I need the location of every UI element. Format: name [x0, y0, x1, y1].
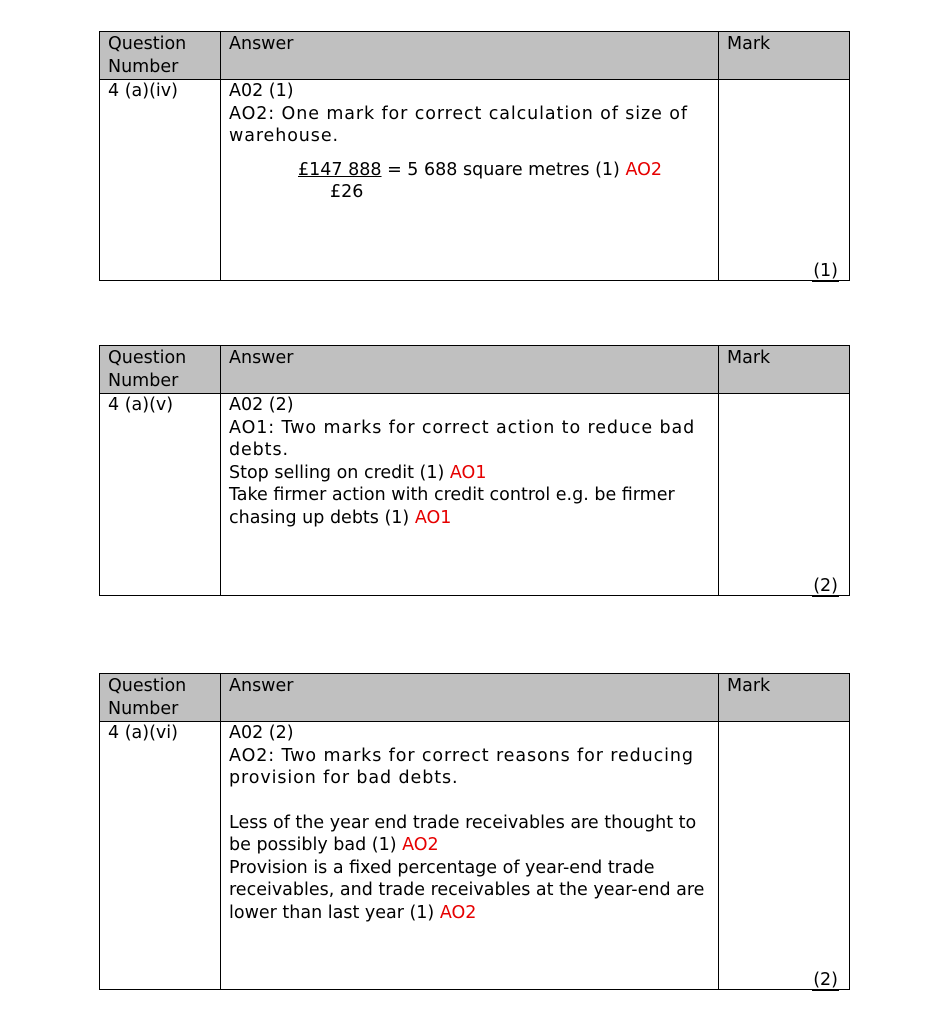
- table-row: [100, 722, 850, 990]
- question-number-header: Question Number: [100, 346, 221, 394]
- mark-value: (2): [813, 576, 838, 596]
- fraction-result: = 5 688 square metres (1): [381, 159, 626, 180]
- mark-header: Mark: [719, 346, 850, 394]
- answer-point-text: Provision is a fixed percentage of year-end trade receivables, and trade receivables at the year-end are lower than last year (1): [229, 857, 705, 923]
- ao-tag: AO1: [414, 507, 452, 528]
- answer-cell: [221, 394, 719, 596]
- mark-scheme-table-4a-vi: [99, 673, 850, 990]
- mark-header: Mark: [719, 674, 850, 722]
- ao-tag: AO2: [439, 902, 477, 923]
- mark-value: (2): [813, 970, 838, 990]
- answer-cell: [221, 722, 719, 990]
- question-number: 4 (a)(iv): [100, 80, 221, 281]
- answer-cell: [221, 80, 719, 281]
- answer-description: AO2: One mark for correct calculation of size of warehouse.: [229, 103, 688, 146]
- table-header-row: [100, 32, 850, 80]
- fraction-denominator: £26: [330, 182, 364, 202]
- answer-point-text: Less of the year end trade receivables are thought to be possibly bad (1): [229, 812, 697, 855]
- table-row: [100, 80, 850, 281]
- answer-point: [229, 462, 710, 485]
- mark-scheme-table-4a-iv: [99, 31, 850, 281]
- ao-tag: AO1: [449, 462, 487, 483]
- mark-cell: [719, 394, 850, 596]
- answer-point: [229, 812, 710, 857]
- ao-line: A02 (2): [229, 395, 294, 415]
- ao-tag: AO2: [402, 835, 439, 855]
- table-row: [100, 394, 850, 596]
- answer-header: Answer: [221, 674, 719, 722]
- question-number-header: Question Number: [100, 32, 221, 80]
- mark-cell: [719, 80, 850, 281]
- question-number-header: Question Number: [100, 674, 221, 722]
- answer-point: [229, 857, 710, 925]
- answer-header: Answer: [221, 32, 719, 80]
- mark-header: Mark: [719, 32, 850, 80]
- question-number: 4 (a)(v): [100, 394, 221, 596]
- mark-value: (1): [813, 261, 838, 281]
- spacer: [229, 790, 710, 812]
- answer-description: AO1: Two marks for correct action to reduce bad debts.: [229, 417, 696, 460]
- question-number: 4 (a)(vi): [100, 722, 221, 990]
- ao-line: A02 (1): [229, 81, 294, 101]
- mark-cell: [719, 722, 850, 990]
- answer-point-text: Stop selling on credit (1): [229, 462, 450, 483]
- mark-scheme-table-4a-v: [99, 345, 850, 596]
- answer-description: AO2: Two marks for correct reasons for reducing provision for bad debts.: [229, 745, 694, 788]
- answer-header: Answer: [221, 346, 719, 394]
- answer-point: [229, 484, 710, 529]
- calculation-fraction: [298, 159, 710, 204]
- table-header-row: [100, 346, 850, 394]
- answer-point-text: Take firmer action with credit control e.g. be firmer chasing up debts (1): [229, 485, 675, 528]
- table-header-row: [100, 674, 850, 722]
- ao-tag: AO2: [625, 159, 663, 180]
- fraction-numerator: £147 888: [298, 159, 382, 180]
- ao-line: A02 (2): [229, 723, 294, 743]
